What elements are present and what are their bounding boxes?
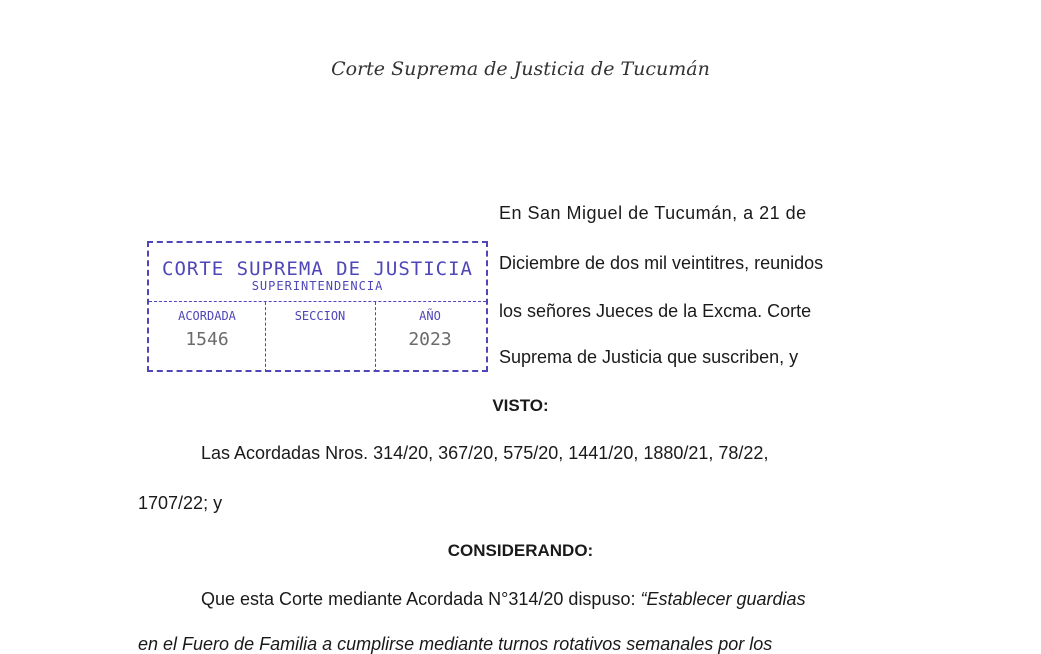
visto-line-2: 1707/22; y [138,493,223,513]
stamp-acordada-label: ACORDADA [178,309,236,323]
considerando-heading: CONSIDERANDO: [447,541,594,560]
stamp-cell-anio [375,302,485,372]
stamp-cell-seccion [265,302,376,372]
intro-line-4: Suprema de Justicia que suscriben, y [499,347,799,367]
document-header: Corte Suprema de Justicia de Tucumán [331,58,710,80]
stamp-grid [149,301,486,375]
intro-line-2: Diciembre de dos mil veintitres, reunidos [499,253,824,273]
stamp-anio-label: AÑO [419,309,441,323]
considerando-line-1-text: Que esta Corte mediante Acordada N°314/20 dispuso: [201,589,641,609]
stamp-acordada-value: 1546 [185,329,229,350]
superintendencia-stamp [147,241,488,372]
considerando-line-1 [201,589,806,609]
intro-line-3: los señores Jueces de la Excma. Corte [499,301,812,321]
stamp-title: CORTE SUPREMA DE JUSTICIA [162,258,473,280]
stamp-seccion-label: SECCION [294,309,346,323]
stamp-cell-acordada [149,302,266,372]
visto-line-1: Las Acordadas Nros. 314/20, 367/20, 575/20, 1441/20, 1880/21, 78/22, [201,443,769,463]
stamp-subtitle: SUPERINTENDENCIA [251,279,384,293]
considerando-line-2: en el Fuero de Familia a cumplirse mediante turnos rotativos semanales por los [138,634,773,654]
stamp-anio-value: 2023 [408,329,452,350]
considerando-quote: “Establecer guardias [640,589,806,609]
visto-heading: VISTO: [492,396,549,415]
intro-line-1: En San Miguel de Tucumán, a 21 de [499,203,807,223]
